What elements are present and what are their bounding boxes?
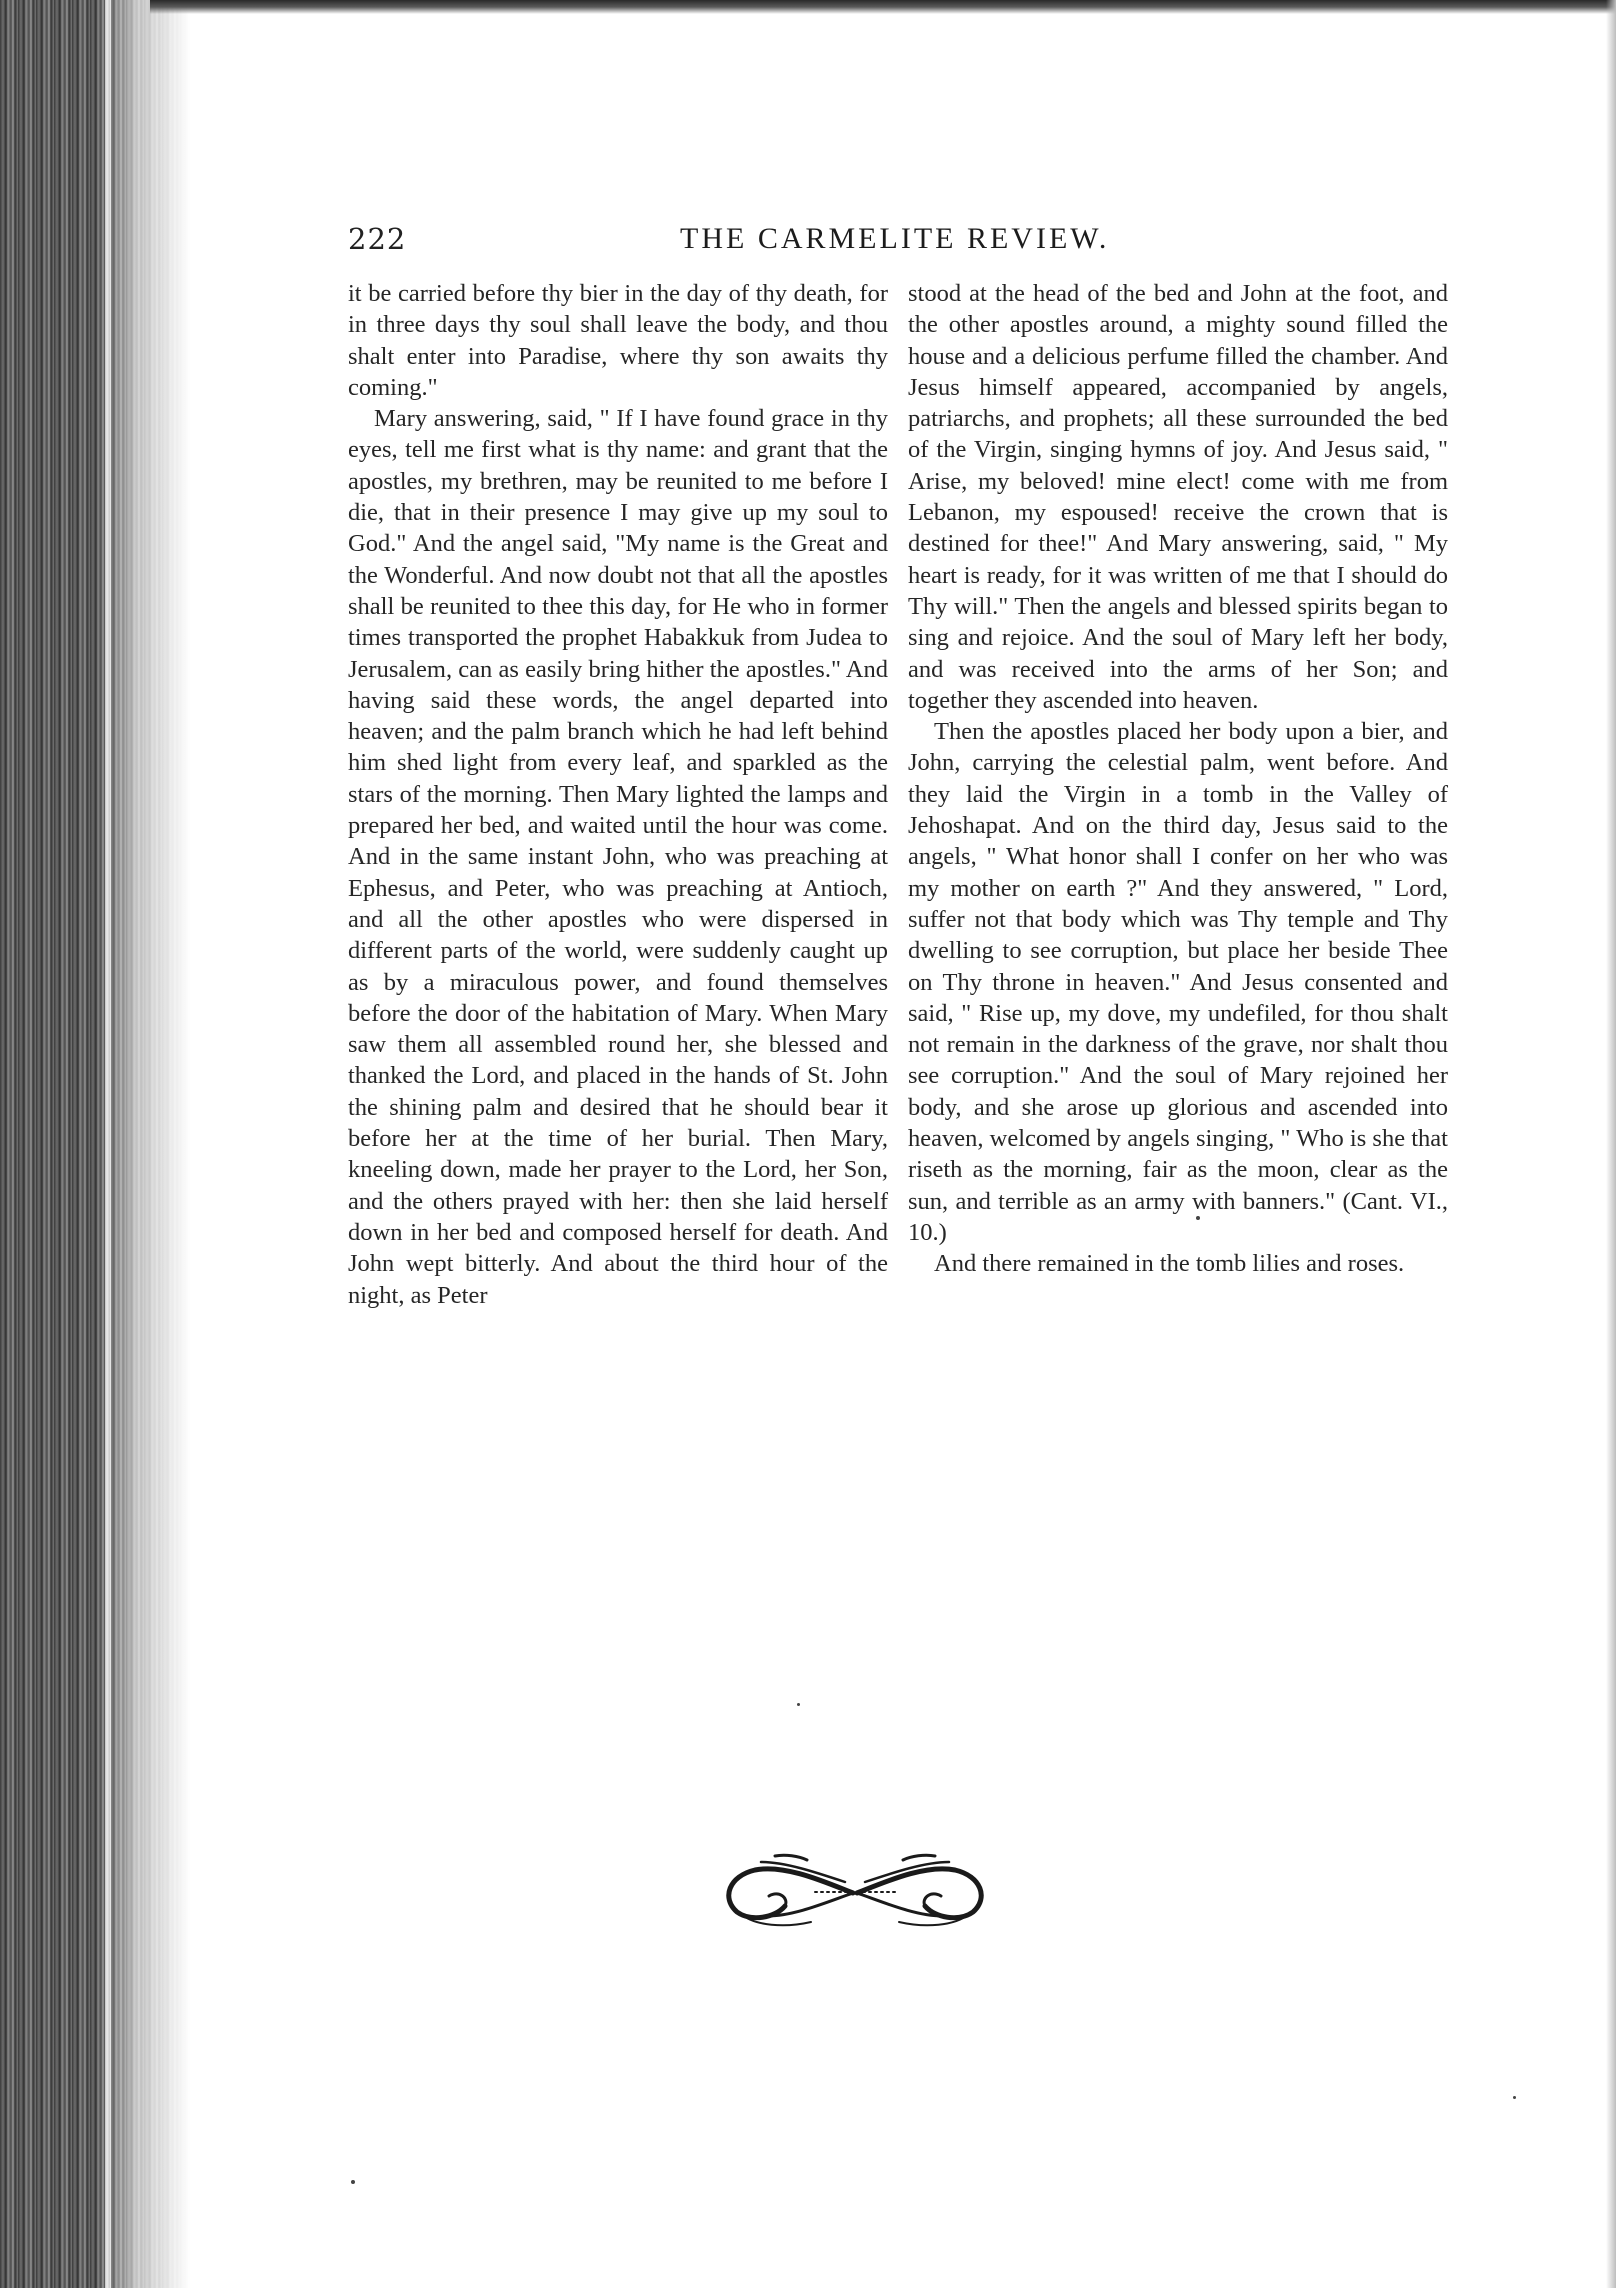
left-column — [348, 278, 888, 1311]
paper-speck — [1513, 2096, 1516, 2099]
book-page-edge — [0, 0, 190, 2288]
page-number: 222 — [348, 222, 407, 256]
right-paragraph-2: Then the apostles placed her body upon a bier, and John, carrying the celestial palm, went before. And they laid the Virgin in a tomb in the Valley of Jehoshapat. And on the third day, Jesus said to the angels, " What honor shall I confer on her who was my mother on earth ?" And they answered, " Lord, suffer not that body which was Thy temple and Thy dwelling to see corruption, but place her beside Thee on Thy throne in heaven." And Jesus consented and said, " Rise up, my dove, my undefiled, for thou shalt not remain in the darkness of the grave, nor shalt thou see corruption." And the soul of Mary rejoined her body, and she arose up glorious and ascended into heaven, welcomed by angels singing, " Who is she that riseth as the morning, fair as the moon, clear as the sun, and terrible as an army with banners." (Cant. VI., 10.) — [908, 718, 1448, 1246]
paper-speck — [797, 1703, 800, 1706]
paper-speck — [351, 2180, 355, 2184]
paper-speck — [1196, 1216, 1200, 1220]
scroll-flourish-icon — [715, 1852, 995, 1934]
running-head: THE CARMELITE REVIEW. — [680, 222, 1110, 255]
right-page-shadow — [1606, 0, 1616, 2288]
top-page-shadow — [150, 0, 1616, 14]
right-paragraph-1: stood at the head of the bed and John at the foot, and the other apostles around, a mighty sound filled the house and a delicious perfume filled the chamber. And Jesus himself appeared, accompanied by angels, patriarchs, and prophets; all these surrounded the bed of the Virgin, singing hymns of joy. And Jesus said, " Arise, my beloved! mine elect! come with me from Lebanon, my espoused! receive the crown that is destined for thee!" And Mary answering, said, " My heart is ready, for it was written of me that I should do Thy will." Then the angels and blessed spirits began to sing and rejoice. And the soul of Mary left her body, and was received into the arms of her Son; and together they ascended into heaven. — [908, 280, 1448, 714]
left-paragraph-1: it be carried before thy bier in the day of thy death, for in three days thy soul shall leave the body, and thou shalt enter into Paradise, where thy son awaits thy coming." — [348, 280, 888, 401]
left-paragraph-2: Mary answering, said, " If I have found grace in thy eyes, tell me first what is thy name: and grant that the apostles, my brethren, may be reunited to me before I die, that in their presence I may give up my soul to God." And the angel said, "My name is the Great and the Wonderful. And now doubt not that all the apostles shall be reunited to thee this day, for He who in former times transported the prophet Habakkuk from Judea to Jerusalem, can as easily bring hither the apostles." And having said these words, the angel departed into heaven; and the palm branch which he had left behind him shed light from every leaf, and sparkled as the stars of the morning. Then Mary lighted the lamps and prepared her bed, and waited until the hour was come. And in the same instant John, who was preaching at Ephesus, and Peter, who was preaching at Antioch, and all the other apostles who were dispersed in different parts of the world, were suddenly caught up as by a miraculous power, and found themselves before the door of the habitation of Mary. When Mary saw them all assembled round her, she blessed and thanked the Lord, and placed in the hands of St. John the shining palm and desired that he should bear it before her at the time of her burial. Then Mary, kneeling down, made her prayer to the Lord, her Son, and the others prayed with her: then she laid herself down in her bed and composed herself for death. And John wept bitterly. And about the third hour of the night, as Peter — [348, 405, 888, 1309]
right-paragraph-3: And there remained in the tomb lilies and roses. — [934, 1250, 1405, 1278]
right-column — [908, 278, 1448, 1280]
